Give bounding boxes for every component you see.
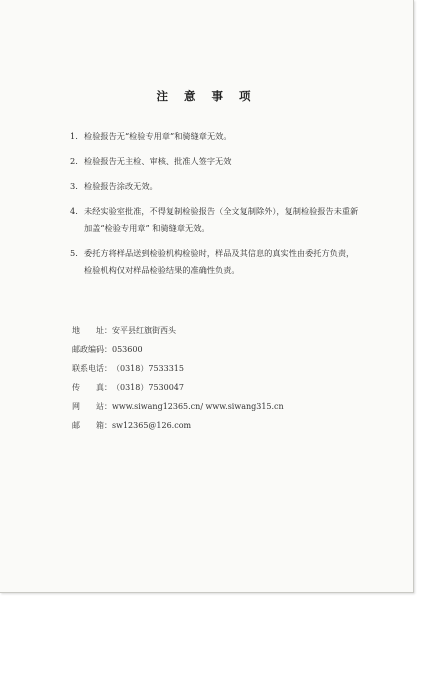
- notice-item-4: [70, 203, 390, 237]
- notice-list: [70, 128, 390, 287]
- contact-label: 邮政编码：: [72, 345, 112, 354]
- contact-value: 053600: [112, 345, 143, 354]
- notice-line: 检验机构仅对样品检验结果的准确性负责。: [84, 265, 240, 275]
- notice-line: 加盖“检验专用章” 和骑缝章无效。: [84, 223, 210, 233]
- notice-number: 1.: [70, 131, 78, 141]
- contact-label: 网 站：: [72, 402, 112, 411]
- notice-text: [84, 245, 390, 279]
- contact-info: [72, 322, 372, 436]
- notice-number: 4.: [70, 206, 78, 216]
- notice-text: [84, 128, 390, 145]
- notice-item-3: [70, 178, 390, 195]
- notice-line: 委托方将样品送到检验机构检验时，样品及其信息的真实性由委托方负责，: [84, 248, 355, 258]
- contact-label: 邮 箱：: [72, 421, 112, 430]
- notice-number: 5.: [70, 248, 78, 258]
- notice-number: 3.: [70, 181, 78, 191]
- contact-label: 传 真：: [72, 383, 112, 392]
- notice-line: 检验报告涂改无效。: [84, 181, 158, 191]
- page-title: 注 意 事 项: [156, 89, 257, 103]
- contact-label: 联系电话：: [72, 364, 112, 373]
- notice-item-5: [70, 245, 390, 279]
- contact-value: （0318）7533315: [112, 364, 184, 373]
- notice-text: [84, 203, 390, 237]
- notice-number: 2.: [70, 156, 78, 166]
- contact-value: www.siwang12365.cn/ www.siwang315.cn: [112, 402, 284, 411]
- contact-phone: [72, 360, 372, 379]
- notice-line: 检验报告无主检、审核、批准人签字无效: [84, 156, 232, 166]
- contact-label: 地 址：: [72, 326, 112, 335]
- contact-website: [72, 398, 372, 417]
- notice-line: 未经实验室批准，不得复制检验报告（全文复制除外），复制检验报告未重新: [84, 206, 359, 216]
- notice-line: 检验报告无“检验专用章”和骑缝章无效。: [84, 131, 232, 141]
- contact-fax: [72, 379, 372, 398]
- contact-email: [72, 417, 372, 436]
- contact-postcode: [72, 341, 372, 360]
- notice-item-2: [70, 153, 390, 170]
- notice-item-1: [70, 128, 390, 145]
- notice-text: [84, 178, 390, 195]
- contact-value: sw12365@126.com: [112, 421, 192, 430]
- notice-text: [84, 153, 390, 170]
- contact-value: 安平县红旗街西头: [112, 326, 176, 335]
- contact-address: [72, 322, 372, 341]
- contact-value: （0318）7530047: [112, 383, 184, 392]
